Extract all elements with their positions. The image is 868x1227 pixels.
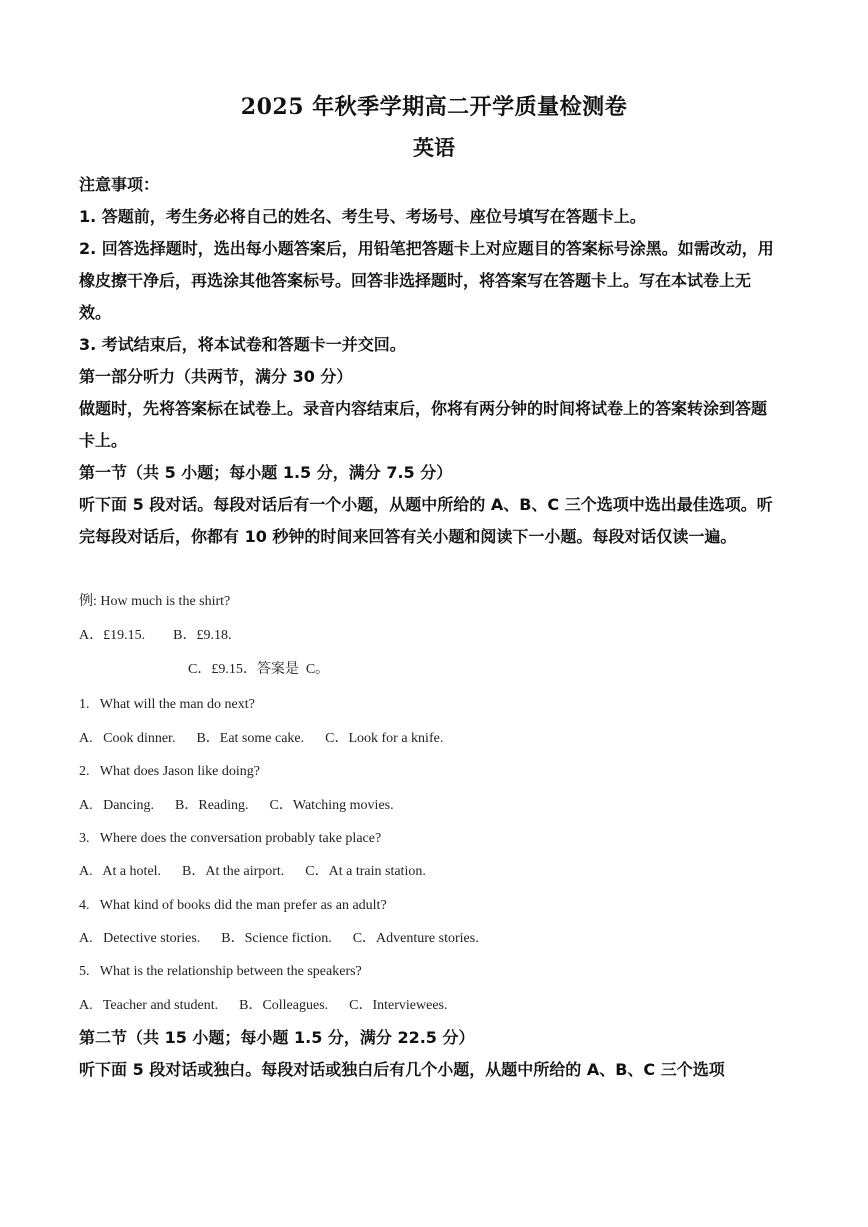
question-4: 4. What kind of books did the man prefer as an adult? [79, 898, 387, 913]
question-1: 1. What will the man do next? [79, 697, 255, 712]
question-1-options: A. Cook dinner. B．Eat some cake. C．Look for a knife. [79, 731, 444, 746]
question-2: 2. What does Jason like doing? [79, 764, 260, 779]
part1-heading: 第一部分听力（共两节，满分 30 分） [79, 367, 353, 386]
question-2-options: A. Dancing. B．Reading. C．Watching movies. [79, 798, 394, 813]
question-5-options: A. Teacher and student. B．Colleagues. C．Interviewees. [79, 998, 448, 1013]
exam-subject: 英语 [413, 135, 455, 160]
question-5: 5. What is the relationship between the speakers? [79, 964, 362, 979]
question-4-options: A. Detective stories. B．Science fiction. C．Adventure stories. [79, 931, 479, 946]
notes-item-2: 2. 回答选择题时，选出每小题答案后，用铅笔把答题卡上对应题目的答案标号涂黑。如需改动，用橡皮擦干净后，再选涂其他答案标号。回答非选择题时，将答案写在答题卡上。写在本试卷上无效。 [79, 239, 774, 322]
section2-instruction: 听下面 5 段对话或独白。每段对话或独白后有几个小题，从题中所给的 A、B、C 三个选项 [79, 1060, 725, 1079]
notes-item-1: 1. 答题前，考生务必将自己的姓名、考生号、考场号、座位号填写在答题卡上。 [79, 207, 646, 226]
notes-item-3: 3. 考试结束后，将本试卷和答题卡一并交回。 [79, 335, 406, 354]
section1-instruction: 听下面 5 段对话。每段对话后有一个小题，从题中所给的 A、B、C 三个选项中选出最佳选项。听完每段对话后，你都有 10 秒钟的时间来回答有关小题和阅读下一小题。每段对话仅读一遍。 [79, 495, 773, 546]
section2-heading: 第二节（共 15 小题；每小题 1.5 分，满分 22.5 分） [79, 1028, 475, 1047]
example-option-c: C．£9.15．答案是 C。 [188, 662, 330, 677]
question-3-options: A. At a hotel. B．At the airport. C．At a train station. [79, 864, 426, 879]
example-options-ab: A．£19.15. B．£9.18. [79, 628, 232, 643]
exam-title: 2025 年秋季学期高二开学质量检测卷 [240, 94, 628, 120]
section1-heading: 第一节（共 5 小题；每小题 1.5 分，满分 7.5 分） [79, 463, 453, 482]
notes-heading: 注意事项： [79, 175, 160, 194]
example-question: 例: How much is the shirt? [79, 594, 231, 609]
question-3: 3. Where does the conversation probably take place? [79, 831, 382, 846]
part1-instruction: 做题时，先将答案标在试卷上。录音内容结束后，你将有两分钟的时间将试卷上的答案转涂到答题卡上。 [79, 399, 768, 450]
